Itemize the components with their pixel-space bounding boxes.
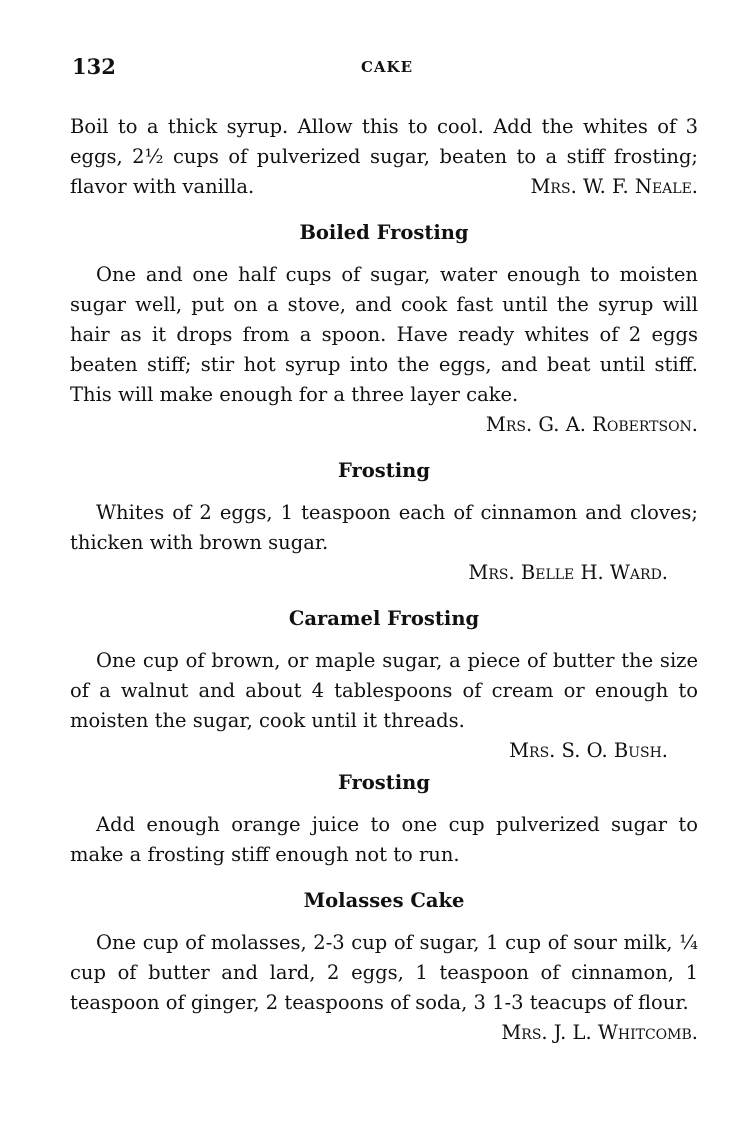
recipe-title-caramel-frosting: Caramel Frosting (288, 607, 480, 630)
recipe-text-molasses-cake (70, 928, 698, 1044)
recipe-text-orange-frosting: Add enough orange juice to one cup pulverized sugar to make a frosting stiff enough not to run. (70, 813, 698, 866)
recipe-signature: Mrs. Belle H. Ward. (468, 561, 668, 584)
recipe-title-orange-frosting: Frosting (338, 771, 430, 794)
recipe-signature: Mrs. J. L. Whitcomb. (501, 1021, 698, 1044)
recipe-text-boiled-frosting (70, 260, 698, 436)
page-number: 132 (72, 54, 116, 79)
running-head: CAKE (360, 58, 414, 76)
recipe-text-caramel-frosting: One cup of brown, or maple sugar, a piece of butter the size of a walnut and about 4 tablespoons of cream or enough to moisten the sugar, cook until it threads. (70, 649, 698, 732)
intro-text: Boil to a thick syrup. Allow this to cool. Add the whites of 3 eggs, 2½ cups of pulverized sugar, beaten to a stiff frosting; flavor with vanilla. (70, 115, 698, 198)
intro-paragraph (70, 112, 698, 202)
recipe-signature: Mrs. G. A. Robertson. (485, 413, 698, 436)
recipe-title-boiled-frosting: Boiled Frosting (299, 221, 469, 244)
recipe-title-molasses-cake: Molasses Cake (303, 889, 465, 912)
recipe-title-frosting: Frosting (338, 459, 430, 482)
recipe-text-frosting: Whites of 2 eggs, 1 teaspoon each of cinnamon and cloves; thicken with brown sugar. (70, 501, 698, 554)
recipe-signature: Mrs. S. O. Bush. (509, 739, 668, 762)
recipe-body: One and one half cups of sugar, water enough to moisten sugar well, put on a stove, and cook fast until the syrup will hair as it drops from a spoon. Have ready whites of 2 eggs beaten stiff; stir hot syrup into the eggs, and beat until stiff. This will make enough for a three layer cake. (70, 263, 698, 406)
page-header (72, 54, 702, 84)
intro-signature: Mrs. W. F. Neale. (530, 175, 698, 198)
page-content (70, 112, 698, 1048)
recipe-body: One cup of molasses, 2-3 cup of sugar, 1 cup of sour milk, ¼ cup of butter and lard, 2 eggs, 1 teaspoon of cinnamon, 1 teaspoon of ginger, 2 teaspoons of soda, 3 1-3 teacups of flour. (70, 931, 698, 1014)
